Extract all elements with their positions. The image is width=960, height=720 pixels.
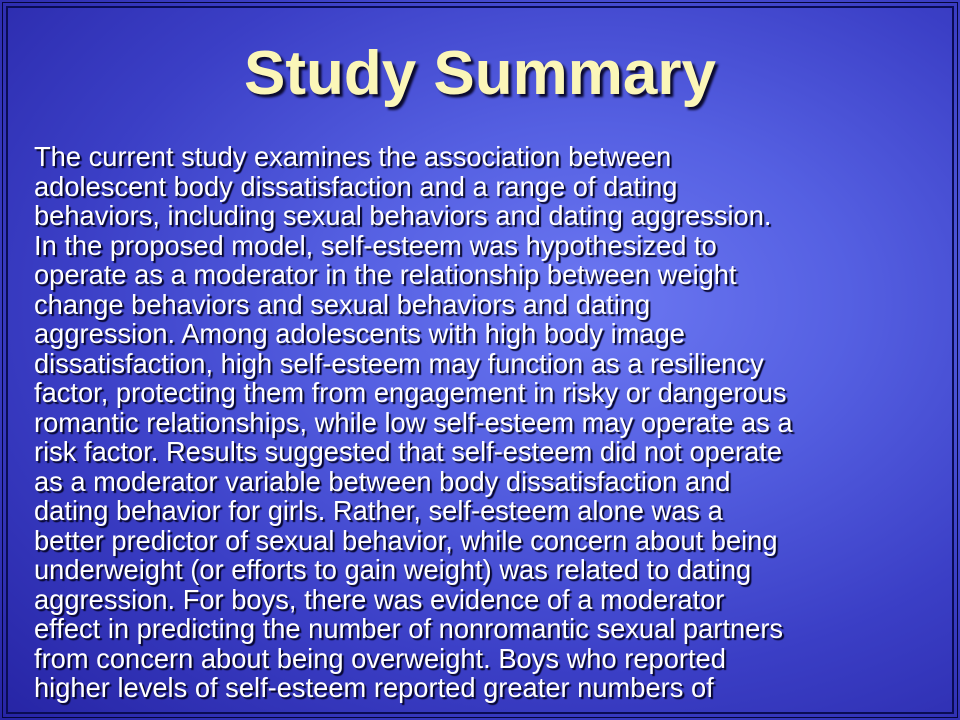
summary-line: change behaviors and sexual behaviors and dating [34, 288, 651, 320]
summary-line: behaviors, including sexual behaviors and dating aggression. [34, 200, 772, 231]
summary-line: underweight (or efforts to gain weight) was related to dating [34, 554, 752, 585]
summary-line: In the proposed model, self-esteem was hypothesized to [34, 229, 717, 261]
slide-title: Study Summary [243, 39, 717, 108]
summary-line: romantic relationships, while low self-esteem may operate as a [34, 406, 793, 438]
summary-paragraph [34, 142, 934, 703]
summary-line: from concern about being overweight. Boys who reported [34, 642, 726, 674]
summary-line: aggression. Among adolescents with high body image [34, 318, 685, 349]
summary-line: dating behavior for girls. Rather, self-esteem alone was a [34, 495, 723, 526]
summary-line: operate as a moderator in the relationship between weight [34, 259, 737, 290]
summary-line: adolescent body dissatisfaction and a range of dating [34, 170, 678, 202]
summary-line: risk factor. Results suggested that self-esteem did not operate [34, 436, 783, 467]
summary-line: factor, protecting them from engagement in risky or dangerous [34, 377, 787, 408]
summary-line: dissatisfaction, high self-esteem may function as a resiliency [34, 347, 764, 379]
summary-line: aggression. For boys, there was evidence of a moderator [34, 583, 725, 615]
summary-line: effect in predicting the number of nonromantic sexual partners [34, 613, 784, 644]
summary-line: better predictor of sexual behavior, while concern about being [34, 524, 778, 556]
summary-line: as a moderator variable between body dissatisfaction and [34, 465, 731, 497]
summary-line: The current study examines the association between [34, 141, 672, 172]
summary-line: higher levels of self-esteem reported greater numbers of [34, 672, 714, 703]
